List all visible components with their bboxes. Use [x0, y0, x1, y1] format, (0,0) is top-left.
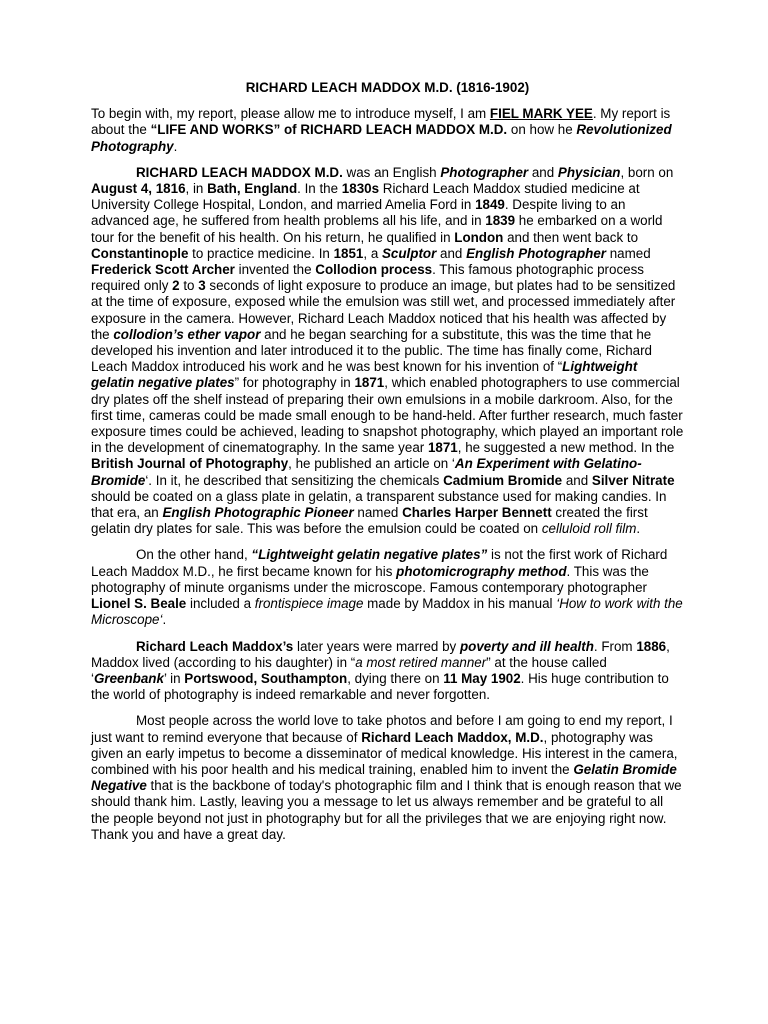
text-run: 1871 [427, 440, 458, 456]
text-run: An Experiment with Gelatino-Bromide [91, 456, 642, 488]
text-run: . In the [297, 181, 342, 197]
text-run: and [436, 245, 467, 261]
text-run: . Despite living to an advanced age, he suffered from health problems all his life, and in [91, 197, 626, 229]
text-run: , which enabled photographers to use commercial dry plates off the shelf instead of preparing their own emulsions in a mobile darkroom. Also, for the first time, cameras could be made small enough to be hand-held. After further research, much faster exposure times could be achieved, leading to snapshot photography, which played an important role in the development of cinematography. In the same year [91, 375, 684, 456]
text-run: . From [593, 638, 637, 654]
text-run: he embarked on a world tour for the benefit of his health. On his return, he qualified in [91, 213, 663, 245]
conclusion-paragraph [91, 713, 684, 843]
text-run: 1839 [485, 213, 516, 229]
text-run: ’ in [163, 670, 185, 686]
document-title: RICHARD LEACH MADDOX M.D. (1816-1902) [245, 80, 530, 95]
text-run: Photographer [440, 164, 529, 180]
text-run: ” for photography in [234, 375, 355, 391]
text-run: Silver Nitrate [591, 472, 675, 488]
text-run: , Maddox lived (according to his daughter) in “ [91, 638, 670, 670]
text-run: ‘How to work with the Microscope‘ [91, 596, 683, 628]
text-run: August 4, 1816 [91, 181, 186, 197]
text-run: RICHARD LEACH MADDOX M.D. [136, 164, 343, 180]
text-run: Collodion process [315, 262, 433, 278]
text-run: Cadmium Bromide [443, 472, 563, 488]
text-run: Lightweight gelatin negative plates [91, 359, 638, 391]
later-years-paragraph [91, 639, 684, 704]
text-run: Frederick Scott Archer [91, 262, 235, 278]
text-run: named [605, 245, 651, 261]
text-run: Greenbank [93, 670, 164, 686]
text-run: was an English [342, 164, 441, 180]
text-run: , he suggested a new method. In the [457, 440, 675, 456]
text-run: included a [186, 596, 255, 612]
text-run: 1851 [333, 245, 364, 261]
text-run: 2 [172, 278, 180, 294]
text-run: Sculptor [382, 245, 437, 261]
text-run: 1886 [636, 638, 667, 654]
text-run: created the first gelatin dry plates for sale. This was before the emulsion could be coated on [91, 505, 648, 537]
photomicrography-paragraph [91, 547, 684, 628]
text-run: and he began searching for a substitute, this was the time that he developed his invention and later introduced it to the public. The time has finally come, Richard Leach Maddox introduced his work and he was best known for his invention of “ [91, 326, 652, 375]
text-run: . This was the photography of minute organisms under the microscope. Famous contemporary photographer [91, 563, 649, 595]
text-run: London [454, 229, 504, 245]
text-run: British Journal of Photography [91, 456, 289, 472]
text-run: Portswood, Southampton [184, 670, 348, 686]
text-run: Gelatin Bromide Negative [91, 761, 677, 794]
text-run: . [162, 612, 167, 628]
text-run: , he published an article on ‘ [288, 456, 455, 472]
text-run: is not the first work of Richard Leach Maddox M.D., he first became known for his [91, 547, 668, 579]
text-run: 1849 [475, 197, 505, 213]
text-run: English Photographic Pioneer [162, 505, 354, 521]
text-run: 11 May 1902 [443, 670, 521, 686]
text-run: to [179, 278, 199, 294]
author-name: FIEL MARK YEE [489, 106, 593, 122]
text-run: ‘. In it, he described that sensitizing the chemicals [145, 472, 444, 488]
report-subject: “LIFE AND WORKS” of RICHARD LEACH MADDOX M.D. [150, 122, 508, 138]
text-run: later years were marred by [293, 638, 460, 654]
text-run: that is the backbone of today's photographic film and I think that is enough reason that we should thank him. Lastly, leaving you a message to let us always remember and be grateful to all the people beyond not just in photography but for all the privileges that we are enjoying right now. Thank you and have a great day. [91, 778, 682, 842]
text-run: Charles Harper Bennett [402, 505, 552, 521]
text-run: on how he [507, 122, 577, 138]
text-run: , a [363, 245, 382, 261]
text-run: On the other hand, [136, 547, 252, 563]
biography-paragraph [91, 165, 684, 538]
text-run: invented the [234, 262, 316, 278]
text-run: . My report is about the [91, 106, 671, 138]
text-run: . [173, 138, 178, 154]
text-run: . His huge contribution to the world of photography is indeed remarkable and never forgotten. [91, 670, 669, 703]
text-run: and [562, 472, 592, 488]
text-run: To begin with, my report, please allow me to introduce myself, I am [91, 106, 490, 122]
text-run: 1830s [341, 181, 380, 197]
text-run: “Lightweight gelatin negative plates” [251, 547, 488, 563]
text-run: , dying there on [347, 670, 444, 686]
intro-paragraph [91, 106, 684, 155]
text-run: 1871 [354, 375, 385, 391]
text-run: should be coated on a glass plate in gelatin, a transparent substance used for making candies. In that era, an [91, 488, 667, 521]
text-run: , born on [620, 164, 674, 180]
text-run: Richard Leach Maddox studied medicine at University College Hospital, London, and married Amelia Ford in [91, 181, 640, 213]
emphasis-text: Revolutionized Photography [91, 122, 672, 154]
text-run: seconds of light exposure to produce an image, but plates had to be sensitized at the time of exposure, exposed while the emulsion was still wet, and processed immediately after exposure in the camera. However, Richard Leach Maddox noticed that his health was affected by the [91, 278, 676, 342]
text-run: and then went back to [503, 229, 639, 245]
text-run: Richard Leach Maddox, M.D. [361, 729, 544, 745]
text-run: Constantinople [91, 245, 189, 261]
text-run: ” at the house called ‘ [91, 654, 607, 686]
text-run: , photography was given an early impetus to become a disseminator of medical knowledge. His interest in the camera, combined with his poor health and his medical training, enabled him to invent the [91, 729, 678, 777]
text-run: collodion’s ether vapor [113, 326, 261, 342]
text-run: English Photographer [466, 245, 606, 261]
text-run: Richard Leach Maddox’s [136, 638, 294, 654]
text-run: frontispiece image [254, 596, 364, 612]
text-run: a most retired manner [355, 654, 487, 670]
text-run: to practice medicine. In [188, 245, 334, 261]
text-run: Lionel S. Beale [91, 596, 187, 612]
text-run: . This famous photographic process required only [91, 262, 644, 294]
text-run: made by Maddox in his manual [363, 596, 557, 612]
text-run: , in [185, 181, 208, 197]
text-run: photomicrography method [396, 563, 567, 579]
text-run: celluloid roll film [541, 521, 637, 537]
text-run: Bath, England [207, 181, 298, 197]
text-run: Physician [557, 164, 621, 180]
text-run: and [528, 164, 558, 180]
text-run: . [636, 521, 641, 537]
text-run: 3 [198, 278, 206, 294]
text-run: Most people across the world love to take photos and before I am going to end my report, I just want to remind everyone that because of [91, 713, 673, 745]
text-run: poverty and ill health [459, 638, 594, 654]
text-run: named [353, 505, 403, 521]
